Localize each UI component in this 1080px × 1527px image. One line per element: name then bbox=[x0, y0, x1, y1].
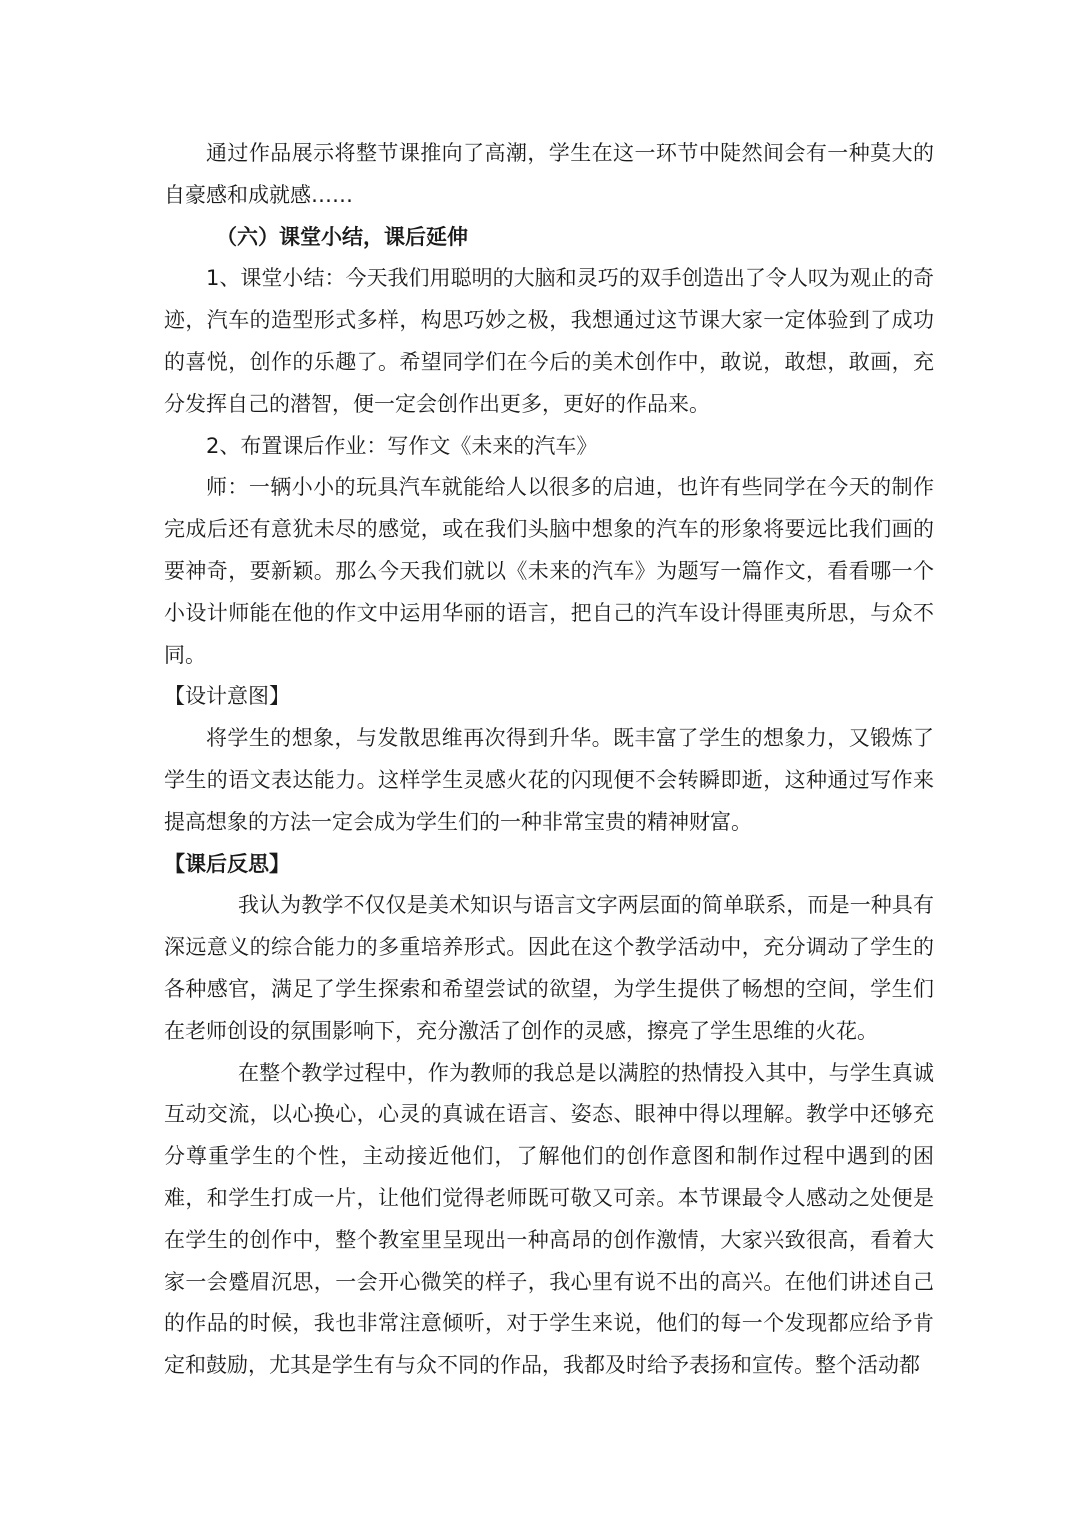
paragraph-class-summary: 1、课堂小结：今天我们用聪明的大脑和灵巧的双手创造出了令人叹为观止的奇迹，汽车的造型形式多样，构思巧妙之极，我想通过这节课大家一定体验到了成功的喜悦，创作的乐趣了。希望同学们在今后的美术创作中，敢说，敢想，敢画，充分发挥自己的潜智，便一定会创作出更多，更好的作品来。 bbox=[164, 266, 934, 416]
paragraph-homework: 2、布置课后作业：写作文《未来的汽车》 bbox=[206, 433, 598, 458]
paragraph-reflection-1: 我认为教学不仅仅是美术知识与语言文字两层面的简单联系，而是一种具有深远意义的综合能力的多重培养形式。因此在这个教学活动中，充分调动了学生的各种感官，满足了学生探索和希望尝试的欲望，为学生提供了畅想的空间，学生们在老师创设的氛围影响下，充分激活了创作的灵感，擦亮了学生思维的火花。 bbox=[164, 893, 934, 1043]
design-intent-heading: 【设计意图】 bbox=[164, 684, 290, 709]
paragraph-teacher-remarks: 师：一辆小小的玩具汽车就能给人以很多的启迪，也许有些同学在今天的制作完成后还有意犹未尽的感觉，或在我们头脑中想象的汽车的形象将要远比我们画的要神奇，要新颖。那么今天我们就以《未来的汽车》为题写一篇作文，看看哪一个小设计师能在他的作文中运用华丽的语言，把自己的汽车设计得匪夷所思，与众不同。 bbox=[164, 475, 934, 667]
paragraph-showcase: 通过作品展示将整节课推向了高潮，学生在这一环节中陡然间会有一种莫大的自豪感和成就感…… bbox=[164, 141, 934, 207]
section-heading-summary: （六）课堂小结，课后延伸 bbox=[216, 224, 468, 249]
document-page bbox=[164, 133, 934, 1387]
paragraph-design-intent: 将学生的想象，与发散思维再次得到升华。既丰富了学生的想象力，又锻炼了学生的语文表达能力。这样学生灵感火花的闪现便不会转瞬即逝，这种通过写作来提高想象的方法一定会成为学生们的一种非常宝贵的精神财富。 bbox=[164, 726, 934, 834]
paragraph-reflection-2: 在整个教学过程中，作为教师的我总是以满腔的热情投入其中，与学生真诚互动交流，以心换心，心灵的真诚在语言、姿态、眼神中得以理解。教学中还够充分尊重学生的个性，主动接近他们，了解他们的创作意图和制作过程中遇到的困难，和学生打成一片，让他们觉得老师既可敬又可亲。本节课最令人感动之处便是在学生的创作中，整个教室里呈现出一种高昂的创作激情，大家兴致很高，看着大家一会蹙眉沉思，一会开心微笑的样子，我心里有说不出的高兴。在他们讲述自己的作品的时候，我也非常注意倾听，对于学生来说，他们的每一个发现都应给予肯定和鼓励，尤其是学生有与众不同的作品，我都及时给予表扬和宣传。整个活动都 bbox=[164, 1060, 934, 1378]
reflection-heading: 【课后反思】 bbox=[164, 851, 290, 876]
